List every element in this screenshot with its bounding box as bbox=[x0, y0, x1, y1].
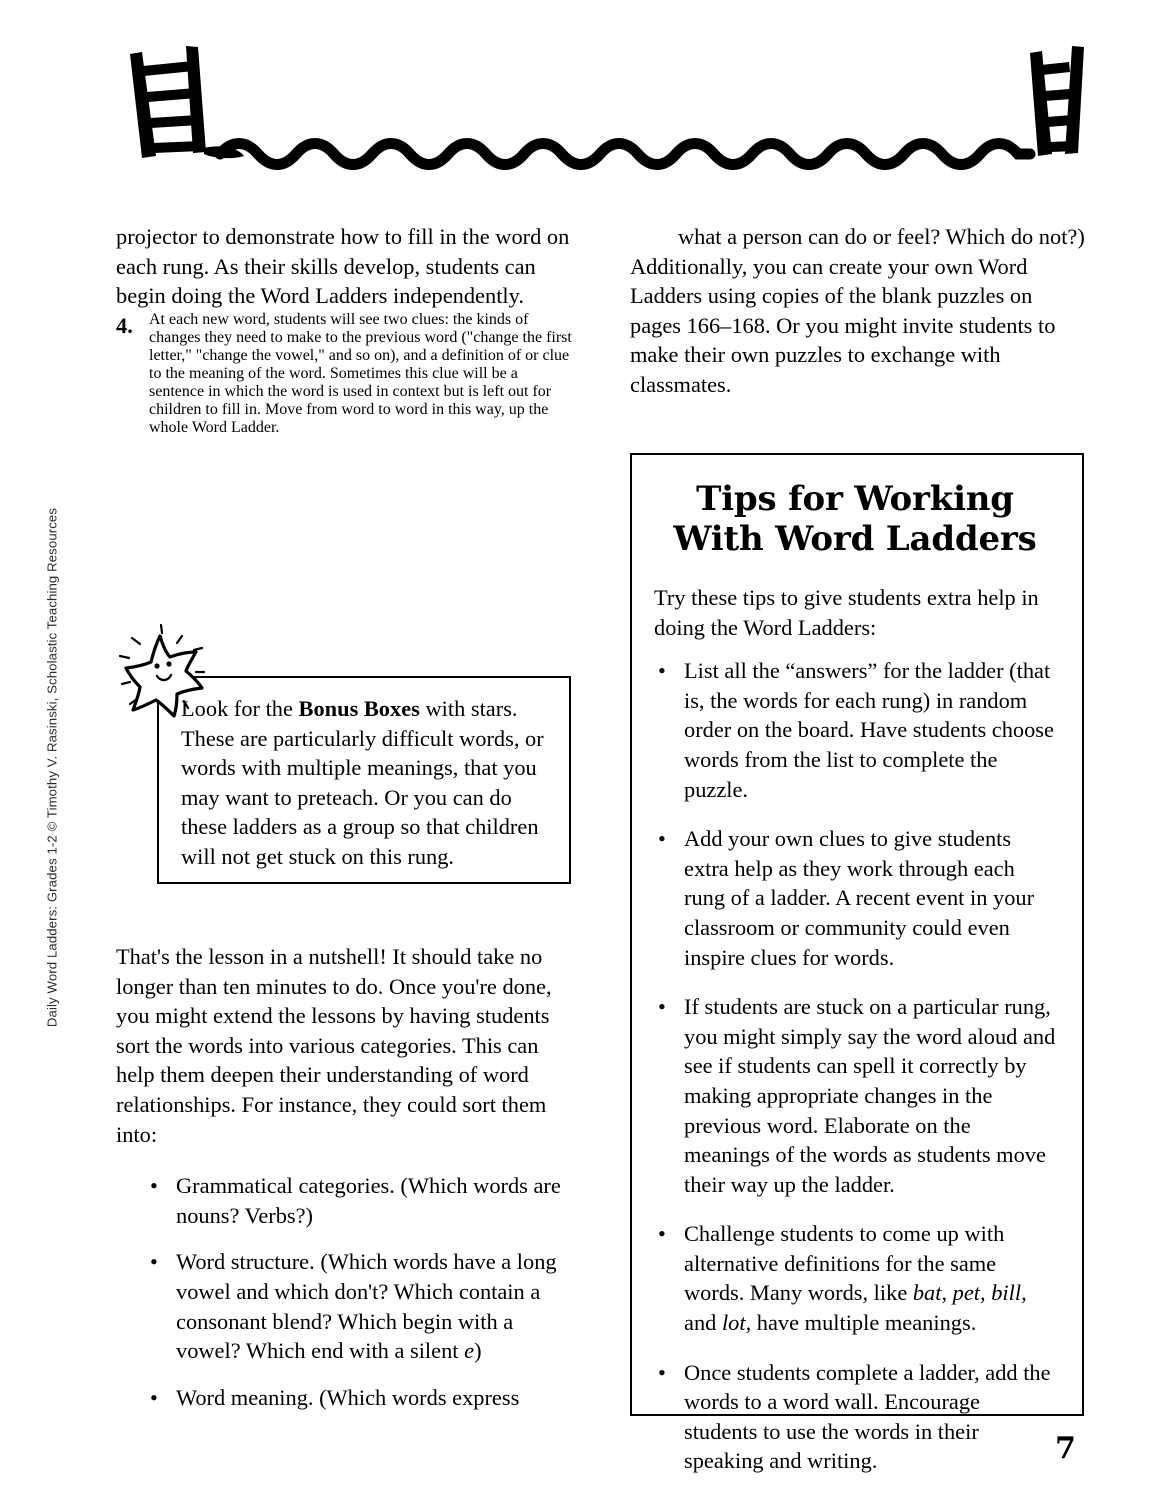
list-item: • List all the “answers” for the ladder (that is, the words for each rung) in random order on the board. Have students choose words from the list to complete the puzzle. bbox=[654, 656, 1056, 804]
bonus-text-after: with stars. These are particularly difficult words, or words with multiple meanings, that you may want to preteach. Or you can do these ladders as a group so that children will not get stuck on this rung. bbox=[181, 696, 544, 869]
list-item: • Grammatical categories. (Which words are nouns? Verbs?) bbox=[146, 1171, 566, 1230]
tips-intro-text: Try these tips to give students extra help in doing the Word Ladders: bbox=[654, 585, 1039, 640]
list-item: • Word meaning. (Which words express bbox=[146, 1383, 566, 1413]
right-column bbox=[630, 222, 1086, 400]
side-credit-text: Daily Word Ladders: Grades 1-2 © Timothy V. Rasinski, Scholastic Teaching Resources bbox=[44, 507, 60, 1028]
continuation-bullet-tail: what a person can do or feel? Which do not?) bbox=[678, 224, 1085, 249]
smiling-star-icon bbox=[116, 622, 224, 722]
tips-title-line-2: With Word Ladders bbox=[673, 519, 1037, 559]
sort-categories-list bbox=[146, 1171, 566, 1412]
list-item: • Word structure. (Which words have a long vowel and which don't? Which contain a consonant blend? Which begin with a vowel? Which end with a silent e) bbox=[146, 1247, 566, 1365]
wavy-line-divider bbox=[220, 144, 1030, 165]
tips-box-title bbox=[654, 479, 1056, 559]
left-column bbox=[116, 222, 576, 437]
list-item: • If students are stuck on a particular rung, you might simply say the word aloud and see if students can spell it correctly by making appropriate changes in the previous word. Elaborate on the meanings of the words as students move their way up the ladder. bbox=[654, 992, 1056, 1199]
tips-bullet-list bbox=[654, 656, 1056, 1476]
bonus-text-before: Look for the bbox=[181, 696, 299, 721]
ladder-right-icon bbox=[1030, 46, 1084, 156]
header-ornament bbox=[112, 44, 1092, 170]
step-number: 4. bbox=[116, 312, 133, 338]
left-column-lower bbox=[116, 942, 578, 1412]
bonus-boxes-bold-label: Bonus Boxes bbox=[298, 696, 420, 721]
tips-box bbox=[630, 453, 1084, 1474]
list-item: • Add your own clues to give students extra help as they work through each rung of a ladder. A recent event in your classroom or community could even inspire clues for words. bbox=[654, 824, 1056, 972]
tips-title-line-1: Tips for Working bbox=[696, 479, 1014, 519]
page-number: 7 bbox=[1055, 1431, 1076, 1466]
step-text: At each new word, students will see two clues: the kinds of changes they need to make to the previous word ("change the first letter," "change the vowel," and so on), and a definition of or clue to the meaning of the word. Sometimes this clue will be a sentence in which the word is used in context but is left out for children to fill in. Move from word to word in this way, up the whole Word Ladder. bbox=[149, 310, 572, 436]
list-item: • Challenge students to come up with alternative definitions for the same words. Many words, like bat, pet, bill, and lot, have multiple meanings. bbox=[654, 1219, 1056, 1337]
numbered-step-4 bbox=[116, 311, 576, 437]
after-box-paragraph: That's the lesson in a nutshell! It should take no longer than ten minutes to do. Once you're done, you might extend the lessons by having students sort the words into various categories. This can help them deepen their understanding of word relationships. For instance, they could sort them into: bbox=[116, 944, 552, 1147]
additionally-paragraph: Additionally, you can create your own Word Ladders using copies of the blank puzzles on pages 166–168. Or you might invite students to make their own puzzles to exchange with classmates. bbox=[630, 253, 1056, 397]
continuation-paragraph: projector to demonstrate how to fill in the word on each rung. As their skills develop, students can begin doing the Word Ladders independently. bbox=[116, 224, 570, 309]
bonus-box-container bbox=[116, 622, 578, 890]
list-item: • Once students complete a ladder, add the words to a word wall. Encourage students to use the words in their speaking and writing. bbox=[654, 1358, 1056, 1476]
